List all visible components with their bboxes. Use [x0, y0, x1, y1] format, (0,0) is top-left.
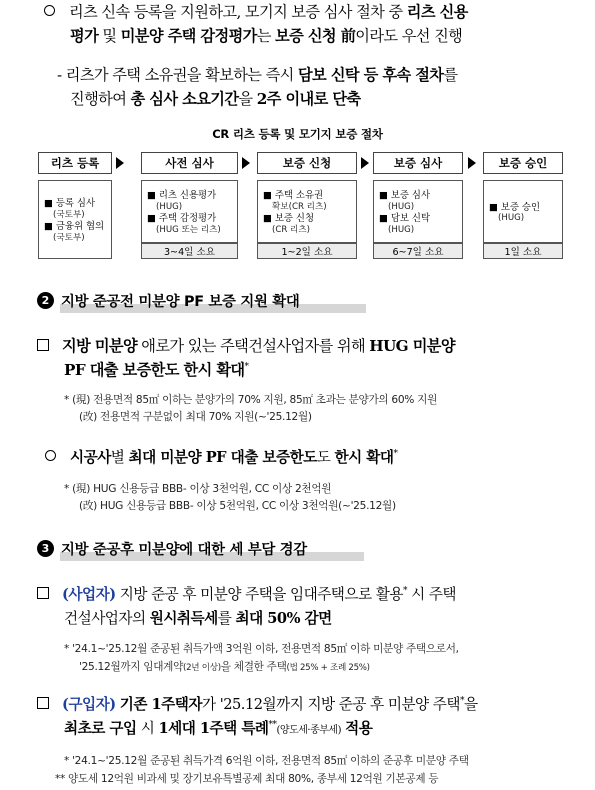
section3-note1-line2: '25.12월까지 임대계약(2년 이상)을 체결한 주택(법 25% + 조례 25%) [79, 661, 370, 673]
section3-title: 지방 준공후 미분양에 대한 세 부담 경감 [61, 541, 307, 558]
arrow-right-icon [242, 157, 250, 169]
section3-note1-line1: * '24.1~'25.12월 준공된 취득가액 3억원 이하, 전용면적 85㎡ 이하 미분양 주택으로서, [64, 643, 459, 655]
arrow-right-icon [361, 157, 369, 169]
square-bullet-icon [37, 339, 49, 351]
stage-header-pre-review: 사전 심사 [141, 152, 238, 174]
section3-item1-line1: (사업자) 지방 준공 후 미분양 주택을 임대주택으로 활용* 시 주택 [37, 583, 456, 604]
circle-bullet-icon [45, 450, 56, 461]
circle-bullet-icon [44, 5, 55, 16]
stage-body-application: ■ 주택 소유권 확보(CR 리츠) ■ 보증 신청 (CR 리츠) [257, 180, 357, 243]
intro-bullet-line2: 평가 및 미분양 주택 감정평가는 보증 신청 前이라도 우선 진행 [70, 27, 463, 45]
stage-header-registration: 리츠 등록 [38, 152, 112, 174]
section3-note2-line1: * '24.1~'25.12월 준공된 취득가격 6억원 이하, 전용면적 85㎡ 이하의 준공후 미분양 주택 [64, 755, 469, 767]
section2-note1-line1: * (現) 전용면적 85㎡ 이하는 분양가의 70% 지원, 85㎡ 초과는 분양가의 60% 지원 [64, 394, 438, 406]
stage-duration-review: 6~7일 소요 [373, 243, 463, 259]
square-bullet-icon [37, 697, 49, 709]
section2-note2-line2: (改) HUG 신용등급 BBB- 이상 5천억원, CC 이상 3천억원(~'25.12월) [79, 500, 396, 512]
section2-number-badge: 2 [37, 292, 54, 309]
section2-title: 지방 준공전 미분양 PF 보증 지원 확대 [61, 293, 300, 310]
stage-header-approval: 보증 승인 [483, 152, 563, 174]
stage-duration-approval: 1일 소요 [483, 243, 563, 259]
stage-duration-pre-review: 3~4일 소요 [141, 243, 238, 259]
stage-body-pre-review: ■ 리츠 신용평가 (HUG) ■ 주택 감정평가 (HUG 또는 리츠) [141, 180, 238, 243]
arrow-right-icon [116, 157, 124, 169]
stage-header-application: 보증 신청 [257, 152, 357, 174]
diagram-title: CR 리츠 등록 및 모기지 보증 절차 [212, 127, 383, 141]
stage-header-review: 보증 심사 [373, 152, 463, 174]
intro-dash-line2: 진행하여 총 심사 소요기간을 2주 이내로 단축 [70, 90, 361, 108]
section3-item1-line2: 건설사업자의 원시취득세를 최대 50% 감면 [64, 610, 332, 627]
stage-body-registration: ■ 등록 심사 (국토부) ■ 금융위 협의 (국토부) [38, 180, 112, 259]
section2-heading [37, 289, 299, 311]
stage-body-approval: ■ 보증 승인 (HUG) [483, 180, 563, 243]
intro-dash-line1: - 리츠가 주택 소유권을 확보하는 즉시 담보 신탁 등 후속 절차를 [57, 66, 458, 84]
stage-duration-application: 1~2일 소요 [257, 243, 357, 259]
section2-item1-line1: 지방 미분양 애로가 있는 주택건설사업자를 위해 HUG 미분양 [37, 335, 455, 356]
section3-item2-line1: (구입자) 기존 1주택자가 '25.12월까지 지방 준공 후 미분양 주택*을 [37, 693, 478, 714]
stage-body-review: ■ 보증 심사 (HUG) ■ 담보 신탁 (HUG) [373, 180, 463, 243]
intro-bullet-line1: 리츠 신속 등록을 지원하고, 모기지 보증 심사 절차 중 리츠 신용 [44, 1, 468, 22]
section2-item1-line2: PF 대출 보증한도 한시 확대* [64, 361, 249, 379]
section3-heading [37, 537, 307, 559]
square-bullet-icon [37, 587, 49, 599]
section3-number-badge: 3 [37, 540, 54, 557]
section3-item2-line2: 최초로 구입 시 1세대 1주택 특례**(양도세·종부세) 적용 [64, 720, 373, 737]
section3-note2-line2: ** 양도세 12억원 비과세 및 장기보유특별공제 최대 80%, 종부세 12억원 기본공제 등 [55, 773, 439, 785]
section2-note1-line2: (改) 전용면적 구분없이 최대 70% 지원(~'25.12월) [79, 411, 312, 423]
section2-note2-line1: * (現) HUG 신용등급 BBB- 이상 3천억원, CC 이상 2천억원 [64, 483, 332, 495]
section2-item2: 시공사별 최대 미분양 PF 대출 보증한도도 한시 확대* [45, 446, 398, 467]
arrow-right-icon [468, 157, 476, 169]
